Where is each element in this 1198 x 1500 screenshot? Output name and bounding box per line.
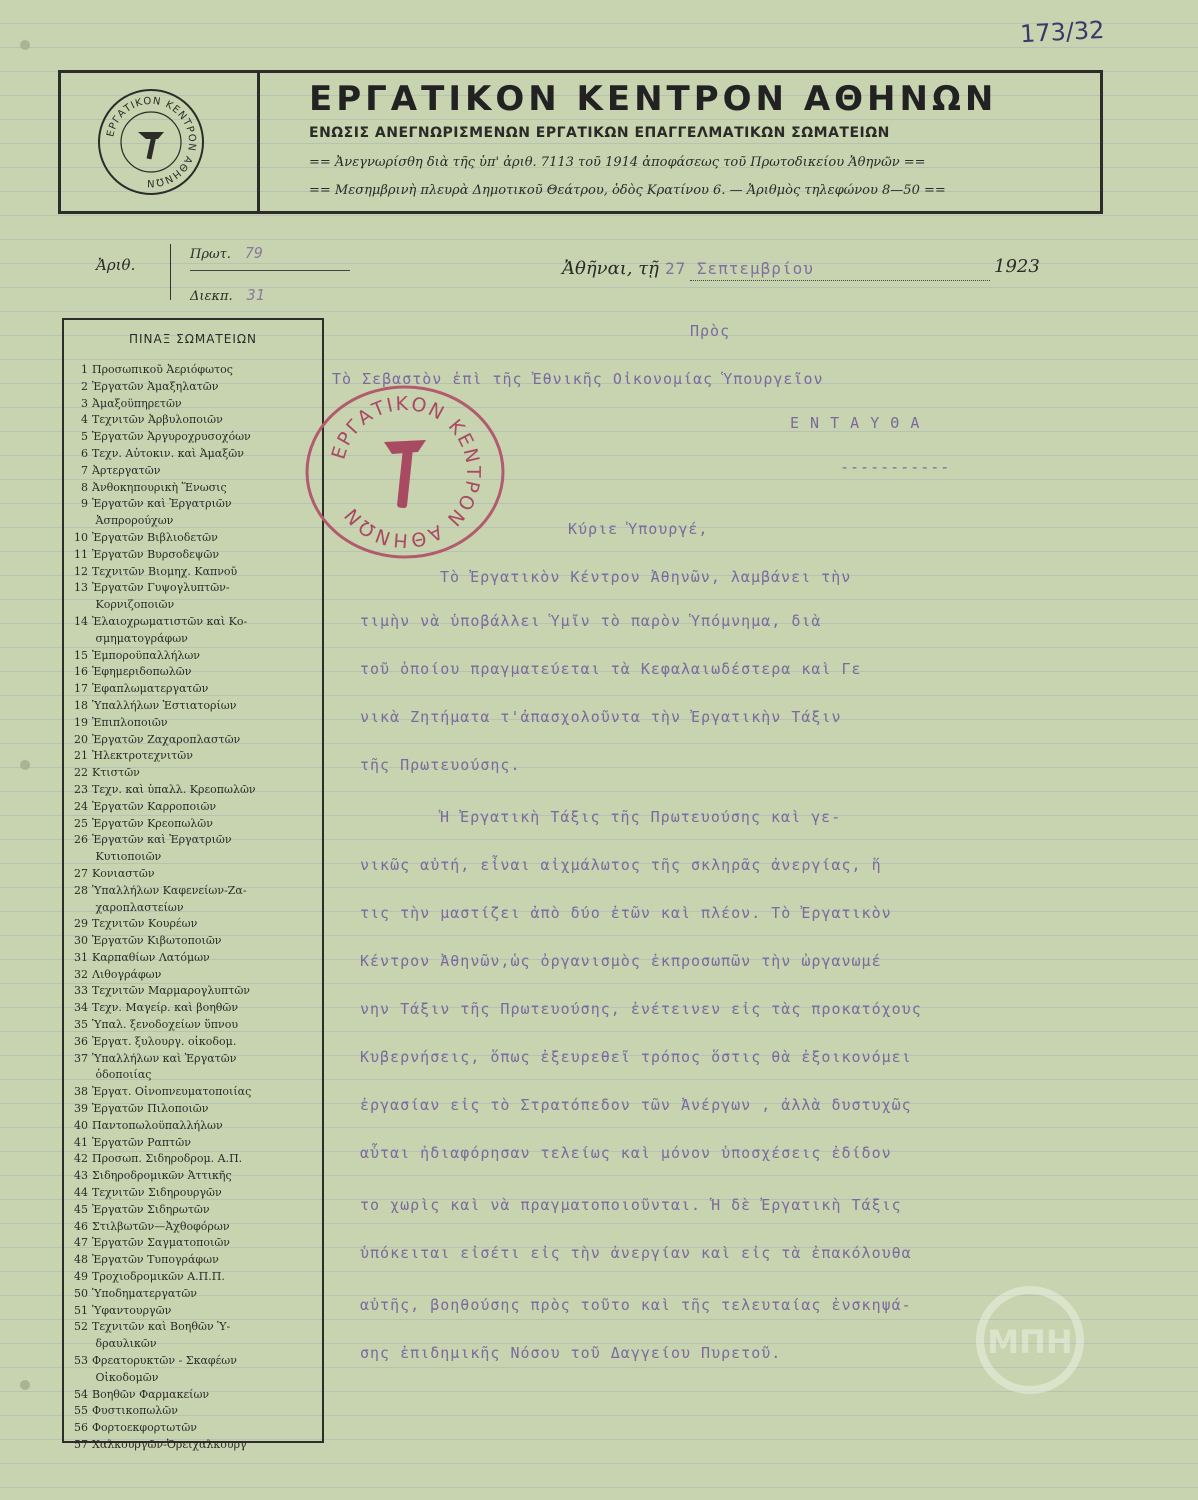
union-name: Ἐργατῶν Τυπογράφων bbox=[92, 1253, 219, 1267]
union-list-item bbox=[74, 446, 322, 463]
union-number: 2 bbox=[81, 379, 88, 393]
body-line: νικὰ Ζητήματα τ'ἀπασχολοῦντα τὴν Ἐργατικὴν Τάξιν bbox=[360, 708, 842, 726]
union-list-item bbox=[74, 597, 322, 614]
union-name: Ὑπαλ. ξενοδοχείων ὕπνου bbox=[92, 1018, 239, 1032]
union-number: 33 bbox=[74, 984, 88, 998]
union-number: 22 bbox=[74, 766, 88, 780]
union-name: Ἐργατῶν Σαγματοποιῶν bbox=[92, 1236, 230, 1250]
union-number: 32 bbox=[74, 967, 88, 981]
union-list-item bbox=[74, 1319, 322, 1336]
union-number: 36 bbox=[74, 1034, 88, 1048]
body-line: σης ἐπιδημικῆς Νόσου τοῦ Δαγγείου Πυρετοῦ. bbox=[360, 1344, 782, 1362]
union-number: 24 bbox=[74, 799, 88, 813]
union-list-item bbox=[74, 933, 322, 950]
union-list-item bbox=[74, 648, 322, 665]
union-name: Προσωπ. Σιδηροδρομ. Α.Π. bbox=[92, 1152, 243, 1166]
union-name: δραυλικῶν bbox=[92, 1337, 157, 1351]
union-name: Ἐμποροϋπαλλήλων bbox=[92, 648, 200, 662]
union-list-item bbox=[74, 849, 322, 866]
union-name: Ἐργατῶν Ραπτῶν bbox=[92, 1135, 191, 1149]
body-line: ὑπόκειται εἰσέτι εἰς τὴν ἀνεργίαν καὶ εἰς τὰ ἐπακόλουθα bbox=[360, 1244, 912, 1262]
union-list-item bbox=[74, 1420, 322, 1437]
union-number: 52 bbox=[74, 1320, 88, 1334]
union-number: 40 bbox=[74, 1118, 88, 1132]
union-list-item bbox=[74, 1370, 322, 1387]
union-name: Ἐπιπλοποιῶν bbox=[92, 715, 168, 729]
union-list-item bbox=[74, 1235, 322, 1252]
union-number: 43 bbox=[74, 1169, 88, 1183]
union-name: Καρπαθίων Λατόμων bbox=[92, 950, 210, 964]
union-name: Τεχν. καὶ ὑπαλλ. Κρεοπωλῶν bbox=[92, 782, 256, 796]
union-list-item bbox=[74, 1067, 322, 1084]
union-name: Κορνιζοποιῶν bbox=[92, 598, 175, 612]
union-list-item bbox=[74, 883, 322, 900]
union-number: 47 bbox=[74, 1236, 88, 1250]
union-number: 10 bbox=[74, 530, 88, 544]
union-list-item bbox=[74, 748, 322, 765]
union-number: 41 bbox=[74, 1135, 88, 1149]
body-line: Τὸ Ἐργατικὸν Κέντρον Ἀθηνῶν, λαμβάνει τὴν bbox=[440, 568, 852, 586]
union-name: Στιλβωτῶν—Ἀχθοφόρων bbox=[92, 1219, 230, 1233]
union-name: Ἐργατῶν Σιδηρωτῶν bbox=[92, 1202, 210, 1216]
date-day-month: 27 Σεπτεμβρίου bbox=[664, 259, 814, 278]
union-number: 27 bbox=[74, 866, 88, 880]
union-list-item bbox=[74, 429, 322, 446]
union-number: 21 bbox=[74, 749, 88, 763]
union-name: Τεχν. Μαγείρ. καὶ βοηθῶν bbox=[92, 1001, 239, 1015]
punch-hole bbox=[20, 760, 30, 770]
union-number: 48 bbox=[74, 1253, 88, 1267]
svg-text:ΕΡΓΑΤΙΚΟΝ ΚΕΝΤΡΟΝ ΑΘΗΝΩΝ: ΕΡΓΑΤΙΚΟΝ ΚΕΝΤΡΟΝ ΑΘΗΝΩΝ bbox=[327, 392, 485, 552]
union-number: 17 bbox=[74, 682, 88, 696]
union-list-item bbox=[74, 1437, 322, 1454]
union-list-item bbox=[74, 1151, 322, 1168]
union-name: Τεχνιτῶν Βιομηχ. Καπνοῦ bbox=[92, 564, 238, 578]
location-line: Ε Ν Τ Α Υ Θ Α bbox=[790, 414, 921, 432]
letterhead-subtitle: ΕΝΩΣΙΣ ΑΝΕΓΝΩΡΙΣΜΕΝΩΝ ΕΡΓΑΤΙΚΩΝ ΕΠΑΓΓΕΛΜΑΤΙΚΩΝ ΣΩΜΑΤΕΙΩΝ bbox=[309, 125, 890, 141]
body-line: νην Τάξιν τῆς Πρωτευούσης, ἐνέτεινεν εἰς τὰς προκατόχους bbox=[360, 1000, 922, 1018]
union-name: Ἐργατῶν Ἀργυροχρυσοχόων bbox=[92, 430, 251, 444]
union-list-item bbox=[74, 1185, 322, 1202]
union-list-item bbox=[74, 1101, 322, 1118]
union-name: Ἀμαξοϋπηρετῶν bbox=[92, 396, 182, 410]
union-number: 54 bbox=[74, 1387, 88, 1401]
union-name: Φυστικοπωλῶν bbox=[92, 1404, 178, 1418]
union-list-item bbox=[74, 1000, 322, 1017]
union-list-item bbox=[74, 580, 322, 597]
union-number: 35 bbox=[74, 1018, 88, 1032]
union-number: 14 bbox=[74, 614, 88, 628]
union-list-item bbox=[74, 530, 322, 547]
union-name: Ἐργατῶν Πιλοποιῶν bbox=[92, 1102, 209, 1116]
union-list-item bbox=[74, 664, 322, 681]
union-list-item bbox=[74, 564, 322, 581]
union-name: Τεχνιτῶν Σιδηρουργῶν bbox=[92, 1186, 222, 1200]
union-name: Ἐργατῶν Βιβλιοδετῶν bbox=[92, 530, 218, 544]
union-number: 50 bbox=[74, 1286, 88, 1300]
union-number: 26 bbox=[74, 833, 88, 847]
union-number: 29 bbox=[74, 917, 88, 931]
dispatch-label: Διεκπ. bbox=[190, 289, 233, 304]
union-list-item bbox=[74, 1168, 322, 1185]
body-line: το χωρὶς καὶ νὰ πραγματοποιοῦνται. Ἡ δὲ Ἐργατικὴ Τάξις bbox=[360, 1196, 902, 1214]
union-list-item bbox=[74, 614, 322, 631]
union-number: 13 bbox=[74, 581, 88, 595]
body-line: ἐργασίαν εἰς τὸ Στρατόπεδον τῶν Ἀνέργων , ἀλλὰ δυστυχῶς bbox=[360, 1096, 912, 1114]
punch-hole bbox=[20, 1380, 30, 1390]
union-list-item bbox=[74, 1269, 322, 1286]
protocol-value: 79 bbox=[244, 244, 263, 262]
union-name: Βοηθῶν Φαρμακείων bbox=[92, 1387, 210, 1401]
union-name: σμηματογράφων bbox=[92, 631, 188, 645]
date-place: Ἀθῆναι, τῇ bbox=[562, 258, 659, 279]
union-number: 8 bbox=[81, 480, 88, 494]
union-number: 45 bbox=[74, 1202, 88, 1216]
union-number: 15 bbox=[74, 648, 88, 662]
union-name: Προσωπικοῦ Ἀεριόφωτος bbox=[92, 363, 233, 376]
union-number: 7 bbox=[81, 463, 88, 477]
union-list-item bbox=[74, 412, 322, 429]
union-name: Ὑφαντουργῶν bbox=[92, 1303, 172, 1317]
union-name: Ἠλεκτροτεχνιτῶν bbox=[92, 749, 193, 763]
body-line: αὗται ἠδιαφόρησαν τελείως καὶ μόνον ὑποσχέσεις ἐδίδον bbox=[360, 1144, 892, 1162]
body-line: αὐτῆς, βοηθούσης πρὸς τοῦτο καὶ τῆς τελευταίας ἐνσκηψά- bbox=[360, 1296, 912, 1314]
reference-bracket bbox=[170, 244, 179, 300]
union-list-item bbox=[74, 1017, 322, 1034]
union-number: 42 bbox=[74, 1152, 88, 1166]
union-name: Τεχν. Αὐτοκιν. καὶ Ἀμαξῶν bbox=[92, 446, 244, 460]
union-list-item bbox=[74, 983, 322, 1000]
union-list-item bbox=[74, 1051, 322, 1068]
union-name: Χαλκουργῶν-Ὀρειχαλκουργ bbox=[92, 1438, 247, 1451]
union-name: Κτιστῶν bbox=[92, 766, 140, 780]
union-list-item bbox=[74, 900, 322, 917]
union-number: 19 bbox=[74, 715, 88, 729]
letterhead-line-2: == Μεσημβρινὴ πλευρὰ Δημοτικοῦ Θεάτρου, ὁδὸς Κρατίνου 6. — Ἀριθμὸς τηλεφώνου 8—50 == bbox=[309, 183, 946, 198]
union-name: Τεχνιτῶν καὶ Βοηθῶν Ὑ- bbox=[92, 1320, 231, 1334]
union-list-item bbox=[74, 1135, 322, 1152]
union-name: Φορτοεκφορτωτῶν bbox=[92, 1421, 197, 1435]
union-number: 39 bbox=[74, 1102, 88, 1116]
union-number: 34 bbox=[74, 1001, 88, 1015]
union-number: 30 bbox=[74, 934, 88, 948]
union-list-item bbox=[74, 715, 322, 732]
union-name: Ἐργατ. ξυλουργ. οἰκοδομ. bbox=[92, 1034, 237, 1048]
reference-rule bbox=[190, 270, 350, 271]
union-list-item bbox=[74, 1118, 322, 1135]
union-list-item bbox=[74, 379, 322, 396]
union-number: 25 bbox=[74, 816, 88, 830]
svg-text:ΕΡΓΑΤΙΚΟΝ ΚΕΝΤΡΟΝ ΑΘΗΝΩΝ: ΕΡΓΑΤΙΚΟΝ ΚΕΝΤΡΟΝ ΑΘΗΝΩΝ bbox=[105, 95, 198, 189]
body-line: τιμὴν νὰ ὑποβάλλει Ὑμῖν τὸ παρὸν Ὑπόμνημα, διὰ bbox=[360, 612, 822, 630]
union-number: 56 bbox=[74, 1421, 88, 1435]
body-line: τῆς Πρωτευούσης. bbox=[360, 756, 521, 774]
reference-label: Ἀριθ. bbox=[96, 256, 136, 274]
union-list-item bbox=[74, 1303, 322, 1320]
union-number: 6 bbox=[81, 446, 88, 460]
union-list-item bbox=[74, 513, 322, 530]
union-name: Φρεατορυκτῶν - Σκαφέων bbox=[92, 1354, 237, 1368]
union-name: Ὑπαλλήλων καὶ Ἐργατῶν bbox=[92, 1051, 237, 1065]
union-list-item bbox=[74, 832, 322, 849]
union-name: ὁδοποιίας bbox=[92, 1068, 152, 1082]
union-list-item bbox=[74, 732, 322, 749]
union-list-item bbox=[74, 1387, 322, 1404]
body-line: Κέντρον Ἀθηνῶν,ὡς ὀργανισμὸς ἐκπροσωπῶν τὴν ὠργανωμέ bbox=[360, 952, 882, 970]
union-list-item bbox=[74, 1403, 322, 1420]
archive-reference: 173/32 bbox=[1019, 15, 1106, 49]
union-name: Τροχιοδρομικῶν Α.Π.Π. bbox=[92, 1270, 225, 1284]
union-name: Κονιαστῶν bbox=[92, 866, 155, 880]
union-number: 37 bbox=[74, 1051, 88, 1065]
union-name: Ἐφαπλωματεργατῶν bbox=[92, 682, 209, 696]
union-list-item bbox=[74, 396, 322, 413]
protocol-label: Πρωτ. bbox=[190, 247, 231, 262]
union-name: Ὑπαλλήλων Ἑστιατορίων bbox=[92, 698, 237, 712]
red-stamp-icon bbox=[300, 382, 510, 562]
union-name: Ἀρτεργατῶν bbox=[92, 463, 161, 477]
union-name: Ἀσπρορούχων bbox=[92, 514, 174, 528]
union-list bbox=[64, 362, 322, 1454]
union-number: 28 bbox=[74, 883, 88, 897]
union-number: 51 bbox=[74, 1303, 88, 1317]
letterhead-divider bbox=[257, 73, 260, 211]
union-number: 3 bbox=[81, 396, 88, 410]
union-list-title: ΠΙΝΑΞ ΣΩΜΑΤΕΙΩΝ bbox=[128, 332, 258, 346]
union-list-item bbox=[74, 480, 322, 497]
union-list-item bbox=[74, 916, 322, 933]
watermark-text: ΜΠΗ bbox=[987, 1323, 1073, 1361]
union-number: 55 bbox=[74, 1404, 88, 1418]
union-number: 11 bbox=[74, 547, 88, 561]
union-list-item bbox=[74, 496, 322, 513]
union-number: 4 bbox=[81, 413, 88, 427]
union-name: Τεχνιτῶν Ἀρβυλοποιῶν bbox=[92, 413, 223, 427]
union-list-item bbox=[74, 1202, 322, 1219]
union-name: Ἐργατῶν Ζαχαροπλαστῶν bbox=[92, 732, 241, 746]
union-name: Ἐργατῶν καὶ Ἐργατριῶν bbox=[92, 833, 232, 847]
body-line: Ἡ Ἐργατικὴ Τάξις τῆς Πρωτευούσης καὶ γε- bbox=[440, 808, 842, 826]
union-list-item bbox=[74, 1286, 322, 1303]
letterhead-seal-icon bbox=[96, 87, 206, 197]
union-list-item bbox=[74, 631, 322, 648]
union-name: Ἐργατῶν Βυρσοδεψῶν bbox=[92, 547, 220, 561]
union-list-item bbox=[74, 547, 322, 564]
dispatch-value: 31 bbox=[246, 286, 265, 304]
union-number: 20 bbox=[74, 732, 88, 746]
union-number: 53 bbox=[74, 1354, 88, 1368]
union-list-item bbox=[74, 362, 322, 379]
salutation-to: Πρὸς bbox=[690, 322, 731, 340]
greeting-line: Κύριε Ὑπουργέ, bbox=[568, 520, 709, 538]
union-name: Ὑπαλλήλων Καφενείων-Ζα- bbox=[92, 883, 247, 897]
union-list-item bbox=[74, 1336, 322, 1353]
union-number: 49 bbox=[74, 1270, 88, 1284]
union-name: Κυτιοποιῶν bbox=[92, 850, 162, 864]
union-number: 9 bbox=[81, 497, 88, 511]
letterhead-title: ΕΡΓΑΤΙΚΟΝ ΚΕΝΤΡΟΝ ΑΘΗΝΩΝ bbox=[309, 79, 998, 119]
union-list-item bbox=[74, 681, 322, 698]
union-number: 16 bbox=[74, 665, 88, 679]
union-number: 31 bbox=[74, 950, 88, 964]
union-number: 12 bbox=[74, 564, 88, 578]
union-name: Ἐφημεριδοπωλῶν bbox=[92, 665, 192, 679]
union-list-item bbox=[74, 866, 322, 883]
protocol-number bbox=[190, 244, 263, 262]
union-number: 23 bbox=[74, 782, 88, 796]
union-name: Ἀνθοκηπουρικὴ Ἕνωσις bbox=[92, 480, 227, 494]
union-list-item bbox=[74, 765, 322, 782]
body-line: τις τὴν μαστίζει ἀπὸ δύο ἐτῶν καὶ πλέον. Τὸ Ἐργατικὸν bbox=[360, 904, 892, 922]
union-name: Ἐργατῶν Καρροποιῶν bbox=[92, 799, 217, 813]
date-year: 1923 bbox=[994, 256, 1040, 277]
union-list-item bbox=[74, 698, 322, 715]
union-list-item bbox=[74, 1219, 322, 1236]
punch-hole bbox=[20, 40, 30, 50]
body-line: νικῶς αὐτή, εἶναι αἰχμάλωτος τῆς σκληρᾶς ἀνεργίας, ἥ bbox=[360, 856, 882, 874]
union-number: 1 bbox=[81, 363, 88, 376]
union-list-item bbox=[74, 1084, 322, 1101]
union-number: 5 bbox=[81, 430, 88, 444]
union-name: Ἐργατῶν καὶ Ἐργατριῶν bbox=[92, 497, 232, 511]
union-name: Ἐλαιοχρωματιστῶν καὶ Κο- bbox=[92, 614, 248, 628]
union-name: Ὑποδηματεργατῶν bbox=[92, 1286, 197, 1300]
union-name: Παντοπωλοϋπαλλήλων bbox=[92, 1118, 223, 1132]
union-list-item bbox=[74, 816, 322, 833]
letterhead bbox=[58, 70, 1103, 214]
union-number: 44 bbox=[74, 1186, 88, 1200]
union-name: Ἐργατῶν Ἀμαξηλατῶν bbox=[92, 379, 219, 393]
union-number: 38 bbox=[74, 1085, 88, 1099]
body-line: τοῦ ὁποίου πραγματεύεται τὰ Κεφαλαιωδέστερα καὶ Γε bbox=[360, 660, 862, 678]
union-name: Ἐργατῶν Γυψογλυπτῶν- bbox=[92, 581, 230, 595]
union-name: Ἐργατῶν Κρεοπωλῶν bbox=[92, 816, 213, 830]
body-line: Κυβερνήσεις, ὅπως ἐξευρεθεῖ τρόπος ὅστις θὰ ἐξοικονόμει bbox=[360, 1048, 912, 1066]
union-name: Ἐργατ. Οἰνοπνευματοποιίας bbox=[92, 1085, 252, 1099]
union-name: Λιθογράφων bbox=[92, 967, 162, 981]
archive-watermark-icon bbox=[975, 1275, 1085, 1405]
union-list-item bbox=[74, 782, 322, 799]
union-list-item bbox=[74, 967, 322, 984]
union-number: 46 bbox=[74, 1219, 88, 1233]
union-list-item bbox=[74, 1353, 322, 1370]
union-number: 57 bbox=[74, 1438, 88, 1451]
union-name: χαροπλαστείων bbox=[92, 900, 184, 914]
union-list-item bbox=[74, 1034, 322, 1051]
date-dotted-rule bbox=[690, 280, 990, 281]
separator-rule: ----------- bbox=[840, 458, 951, 476]
union-list-item bbox=[74, 950, 322, 967]
union-name: Οἰκοδομῶν bbox=[92, 1370, 159, 1384]
union-name: Σιδηροδρομικῶν Ἀττικῆς bbox=[92, 1169, 232, 1183]
union-list-item bbox=[74, 799, 322, 816]
date-line bbox=[562, 258, 814, 279]
union-list-box bbox=[62, 318, 324, 1451]
union-number: 18 bbox=[74, 698, 88, 712]
union-name: Ἐργατῶν Κιβωτοποιῶν bbox=[92, 934, 222, 948]
letterhead-line-1: == Ἀνεγνωρίσθη διὰ τῆς ὑπ' ἀριθ. 7113 τοῦ 1914 ἀποφάσεως τοῦ Πρωτοδικείου Ἀθηνῶν == bbox=[309, 155, 926, 170]
union-name: Τεχνιτῶν Κουρέων bbox=[92, 917, 198, 931]
dispatch-number bbox=[190, 286, 265, 304]
union-name: Τεχνιτῶν Μαρμαρογλυπτῶν bbox=[92, 984, 250, 998]
union-list-item bbox=[74, 463, 322, 480]
recipient-line: Τὸ Σεβαστὸν ἐπὶ τῆς Ἐθνικῆς Οἰκονομίας Ὑπουργεῖον bbox=[332, 370, 824, 388]
union-list-item bbox=[74, 1252, 322, 1269]
